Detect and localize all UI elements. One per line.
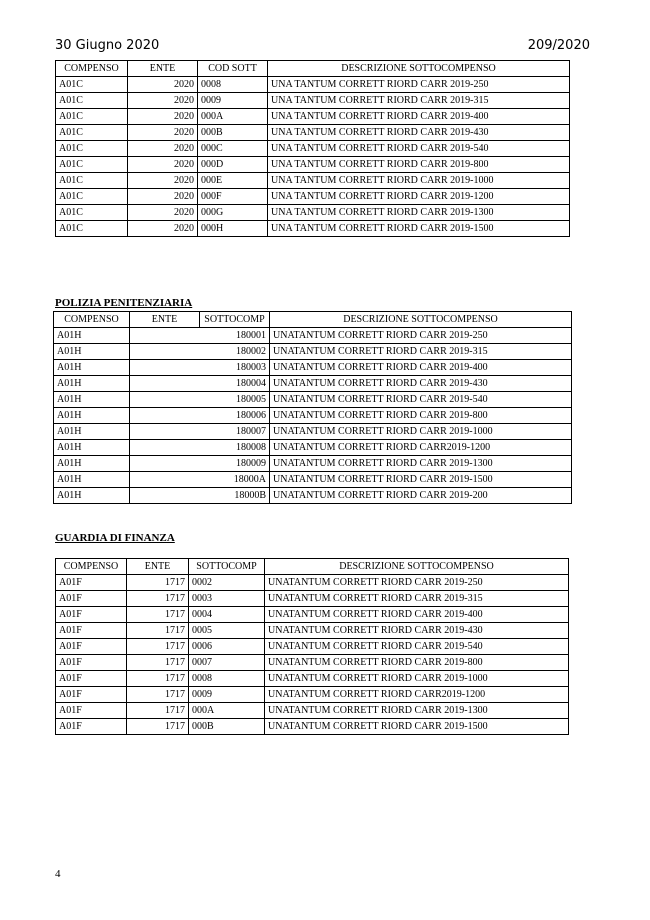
table-cell: 0004 [189,607,265,623]
table-cell: UNATANTUM CORRETT RIORD CARR 2019-1300 [265,703,569,719]
table-cell: A01C [56,221,128,237]
table-cell: A01H [54,392,130,408]
table-cell: 0009 [189,687,265,703]
table-row [56,591,569,607]
header-issue-number: 209/2020 [527,38,590,53]
table-row [56,575,569,591]
column-header-compenso: COMPENSO [54,312,130,328]
column-header-ente: ENTE [128,61,198,77]
table-cell: UNATANTUM CORRETT RIORD CARR2019-1200 [265,687,569,703]
table-cell: 18000A [130,472,270,488]
table-cell: 1717 [127,591,189,607]
table-cell: 0008 [198,77,268,93]
table-cell: 180004 [130,376,270,392]
table-row [54,472,572,488]
column-header-descrizione: DESCRIZIONE SOTTOCOMPENSO [268,61,570,77]
table-row [56,205,570,221]
table-cell: A01F [56,575,127,591]
table-cell: 180001 [130,328,270,344]
table-cell: A01F [56,703,127,719]
table-cell: 000C [198,141,268,157]
table-cell: 180008 [130,440,270,456]
table-cell: A01H [54,328,130,344]
table-cell: A01F [56,591,127,607]
table-cell: 1717 [127,575,189,591]
table-cell: 2020 [128,173,198,189]
table-cell: UNATANTUM CORRETT RIORD CARR 2019-315 [265,591,569,607]
table-cell: 1717 [127,687,189,703]
table-cell: UNATANTUM CORRETT RIORD CARR 2019-250 [265,575,569,591]
table-row [54,456,572,472]
table-cell: 000B [198,125,268,141]
table-cell: A01C [56,189,128,205]
table-cell: A01C [56,157,128,173]
column-header-descrizione: DESCRIZIONE SOTTOCOMPENSO [265,559,569,575]
table-row [56,77,570,93]
table-cell: A01F [56,639,127,655]
table-cell: 18000B [130,488,270,504]
table-cell: UNATANTUM CORRETT RIORD CARR 2019-430 [270,376,572,392]
section-title-polizia-penitenziaria: POLIZIA PENITENZIARIA [55,297,193,309]
table-body [54,328,572,504]
table-cell: UNA TANTUM CORRETT RIORD CARR 2019-1200 [268,189,570,205]
section-title-guardia-di-finanza: GUARDIA DI FINANZA [55,532,175,544]
table-cell: A01F [56,623,127,639]
table-row [56,719,569,735]
table-row [54,328,572,344]
column-header-cod-sott: COD SOTT [198,61,268,77]
table-row [56,141,570,157]
table-a01f [55,558,569,735]
table-row [56,189,570,205]
table-cell: 2020 [128,93,198,109]
page-number: 4 [55,868,61,880]
table-cell: 000F [198,189,268,205]
table-cell: A01F [56,719,127,735]
table-cell: 0007 [189,655,265,671]
table-cell: 0002 [189,575,265,591]
table-cell: 0006 [189,639,265,655]
table-cell: 180005 [130,392,270,408]
table-cell: A01F [56,671,127,687]
table-row [56,703,569,719]
table-cell: UNA TANTUM CORRETT RIORD CARR 2019-400 [268,109,570,125]
table-cell: UNATANTUM CORRETT RIORD CARR 2019-800 [265,655,569,671]
table-cell: 1717 [127,623,189,639]
table-cell: UNA TANTUM CORRETT RIORD CARR 2019-250 [268,77,570,93]
table-cell: A01F [56,655,127,671]
table-cell: 000A [189,703,265,719]
table-header-row [54,312,572,328]
column-header-ente: ENTE [130,312,200,328]
table-cell: UNATANTUM CORRETT RIORD CARR2019-1200 [270,440,572,456]
table-cell: A01H [54,424,130,440]
table-cell: UNA TANTUM CORRETT RIORD CARR 2019-800 [268,157,570,173]
table-row [56,655,569,671]
table-cell: A01F [56,607,127,623]
table-cell: A01F [56,687,127,703]
table-cell: A01C [56,141,128,157]
table-row [54,360,572,376]
table-cell: 000E [198,173,268,189]
table-row [56,671,569,687]
table-row [56,173,570,189]
table-cell: 2020 [128,141,198,157]
table-cell: UNATANTUM CORRETT RIORD CARR 2019-1500 [265,719,569,735]
table-cell: UNA TANTUM CORRETT RIORD CARR 2019-540 [268,141,570,157]
table-cell: 1717 [127,607,189,623]
table-row [56,93,570,109]
table-a01h [53,311,572,504]
table-cell: UNA TANTUM CORRETT RIORD CARR 2019-1500 [268,221,570,237]
table-row [54,344,572,360]
table-cell: UNATANTUM CORRETT RIORD CARR 2019-400 [265,607,569,623]
table-cell: UNATANTUM CORRETT RIORD CARR 2019-250 [270,328,572,344]
table-cell: UNATANTUM CORRETT RIORD CARR 2019-400 [270,360,572,376]
table-cell: A01H [54,440,130,456]
table-cell: A01H [54,472,130,488]
table-cell: UNATANTUM CORRETT RIORD CARR 2019-800 [270,408,572,424]
table-cell: 1717 [127,671,189,687]
column-header-ente: ENTE [127,559,189,575]
table-row [56,607,569,623]
table-header-row [56,559,569,575]
table-cell: UNA TANTUM CORRETT RIORD CARR 2019-1300 [268,205,570,221]
table-cell: 0005 [189,623,265,639]
table-cell: UNA TANTUM CORRETT RIORD CARR 2019-430 [268,125,570,141]
table-cell: 180003 [130,360,270,376]
table-cell: 000G [198,205,268,221]
table-cell: 000B [189,719,265,735]
table-cell: A01H [54,344,130,360]
table-cell: 2020 [128,221,198,237]
table-cell: 180002 [130,344,270,360]
table-cell: 180007 [130,424,270,440]
table-header-row [56,61,570,77]
table-cell: 2020 [128,205,198,221]
table-cell: 0008 [189,671,265,687]
table-cell: UNATANTUM CORRETT RIORD CARR 2019-540 [265,639,569,655]
table-row [56,109,570,125]
table-cell: 180009 [130,456,270,472]
table-cell: UNATANTUM CORRETT RIORD CARR 2019-1000 [265,671,569,687]
table-row [54,392,572,408]
table-cell: UNATANTUM CORRETT RIORD CARR 2019-1500 [270,472,572,488]
table-cell: 2020 [128,189,198,205]
table-cell: 000D [198,157,268,173]
table-cell: A01C [56,109,128,125]
table-cell: 1717 [127,719,189,735]
table-a01c [55,60,570,237]
table-cell: UNATANTUM CORRETT RIORD CARR 2019-315 [270,344,572,360]
table-cell: 0009 [198,93,268,109]
table-cell: 1717 [127,655,189,671]
table-row [54,440,572,456]
table-cell: A01H [54,376,130,392]
table-row [54,488,572,504]
table-row [54,376,572,392]
table-cell: UNATANTUM CORRETT RIORD CARR 2019-430 [265,623,569,639]
table-cell: 000H [198,221,268,237]
header-date: 30 Giugno 2020 [55,38,160,53]
column-header-descrizione: DESCRIZIONE SOTTOCOMPENSO [270,312,572,328]
table-cell: UNATANTUM CORRETT RIORD CARR 2019-1300 [270,456,572,472]
table-cell: UNA TANTUM CORRETT RIORD CARR 2019-315 [268,93,570,109]
table-cell: 000A [198,109,268,125]
column-header-sottocomp: SOTTOCOMP [200,312,270,328]
table-body [56,77,570,237]
table-row [54,424,572,440]
table-row [56,221,570,237]
table-cell: UNATANTUM CORRETT RIORD CARR 2019-200 [270,488,572,504]
table-cell: A01C [56,77,128,93]
table-cell: 0003 [189,591,265,607]
table-cell: UNA TANTUM CORRETT RIORD CARR 2019-1000 [268,173,570,189]
column-header-compenso: COMPENSO [56,61,128,77]
table-row [56,623,569,639]
table-body [56,575,569,735]
table-cell: 2020 [128,157,198,173]
table-cell: A01H [54,456,130,472]
column-header-sottocomp: SOTTOCOMP [189,559,265,575]
table-cell: A01C [56,173,128,189]
table-cell: 2020 [128,125,198,141]
table-cell: A01H [54,488,130,504]
table-cell: 1717 [127,639,189,655]
table-row [56,687,569,703]
table-cell: 180006 [130,408,270,424]
table-cell: A01H [54,360,130,376]
table-cell: 1717 [127,703,189,719]
table-cell: A01C [56,125,128,141]
table-row [56,157,570,173]
table-cell: UNATANTUM CORRETT RIORD CARR 2019-1000 [270,424,572,440]
table-cell: 2020 [128,77,198,93]
table-row [54,408,572,424]
table-row [56,125,570,141]
table-cell: UNATANTUM CORRETT RIORD CARR 2019-540 [270,392,572,408]
table-cell: A01H [54,408,130,424]
table-cell: 2020 [128,109,198,125]
table-row [56,639,569,655]
table-cell: A01C [56,93,128,109]
table-cell: A01C [56,205,128,221]
column-header-compenso: COMPENSO [56,559,127,575]
